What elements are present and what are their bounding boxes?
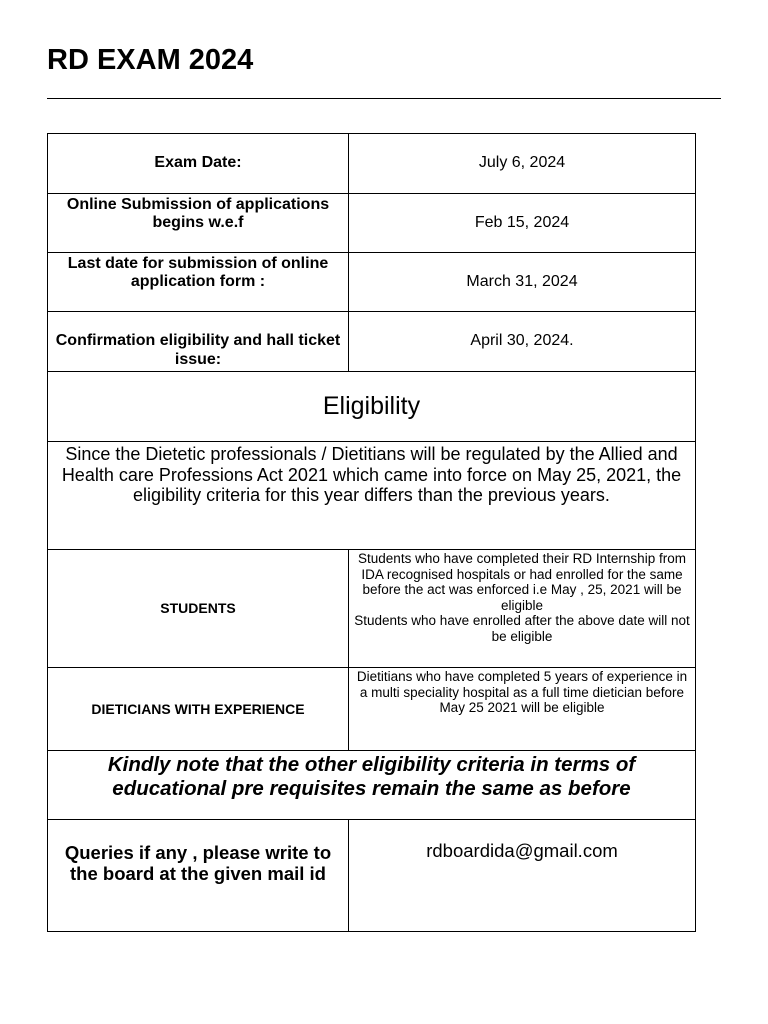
exam-date-value: July 6, 2024 bbox=[349, 134, 696, 194]
eligibility-heading: Eligibility bbox=[48, 372, 696, 442]
table-row bbox=[48, 550, 696, 668]
hall-ticket-label: Confirmation eligibility and hall ticket issue: bbox=[48, 312, 349, 372]
table-row bbox=[48, 372, 696, 442]
contact-email: rdboardida@gmail.com bbox=[349, 820, 696, 932]
submission-start-value: Feb 15, 2024 bbox=[349, 194, 696, 253]
table-row bbox=[48, 134, 696, 194]
title-divider bbox=[47, 98, 721, 99]
table-row bbox=[48, 194, 696, 253]
table-row bbox=[48, 312, 696, 372]
experienced-dieticians-criteria: Dietitians who have completed 5 years of experience in a multi speciality hospital as a full time dietician before May 25 2021 will be eligible bbox=[349, 668, 696, 751]
hall-ticket-value: April 30, 2024. bbox=[349, 312, 696, 372]
exam-date-label: Exam Date: bbox=[48, 134, 349, 194]
table-row bbox=[48, 442, 696, 550]
submission-deadline-label: Last date for submission of online application form : bbox=[48, 253, 349, 312]
exam-info-table bbox=[47, 133, 696, 932]
students-label: STUDENTS bbox=[48, 550, 349, 668]
eligibility-intro: Since the Dietetic professionals / Dietitians will be regulated by the Allied and Health care Professions Act 2021 which came into force on May 25, 2021, the eligibility criteria for this year differs than the previous years. bbox=[48, 442, 696, 550]
students-criteria-ineligible: Students who have enrolled after the above date will not be eligible bbox=[354, 613, 690, 644]
table-row bbox=[48, 668, 696, 751]
students-criteria-eligible: Students who have completed their RD Internship from IDA recognised hospitals or had enrolled for the same before the act was enforced i.e May , 25, 2021 will be eligible bbox=[358, 551, 686, 613]
submission-deadline-value: March 31, 2024 bbox=[349, 253, 696, 312]
eligibility-note: Kindly note that the other eligibility criteria in terms of educational pre requisites remain the same as before bbox=[48, 751, 696, 820]
table-row bbox=[48, 820, 696, 932]
experienced-dieticians-label: DIETICIANS WITH EXPERIENCE bbox=[48, 668, 349, 751]
table-row bbox=[48, 253, 696, 312]
submission-start-label: Online Submission of applications begins w.e.f bbox=[48, 194, 349, 253]
students-criteria bbox=[349, 550, 696, 668]
document-title: RD EXAM 2024 bbox=[47, 44, 254, 76]
table-row bbox=[48, 751, 696, 820]
contact-label: Queries if any , please write to the board at the given mail id bbox=[48, 820, 349, 932]
